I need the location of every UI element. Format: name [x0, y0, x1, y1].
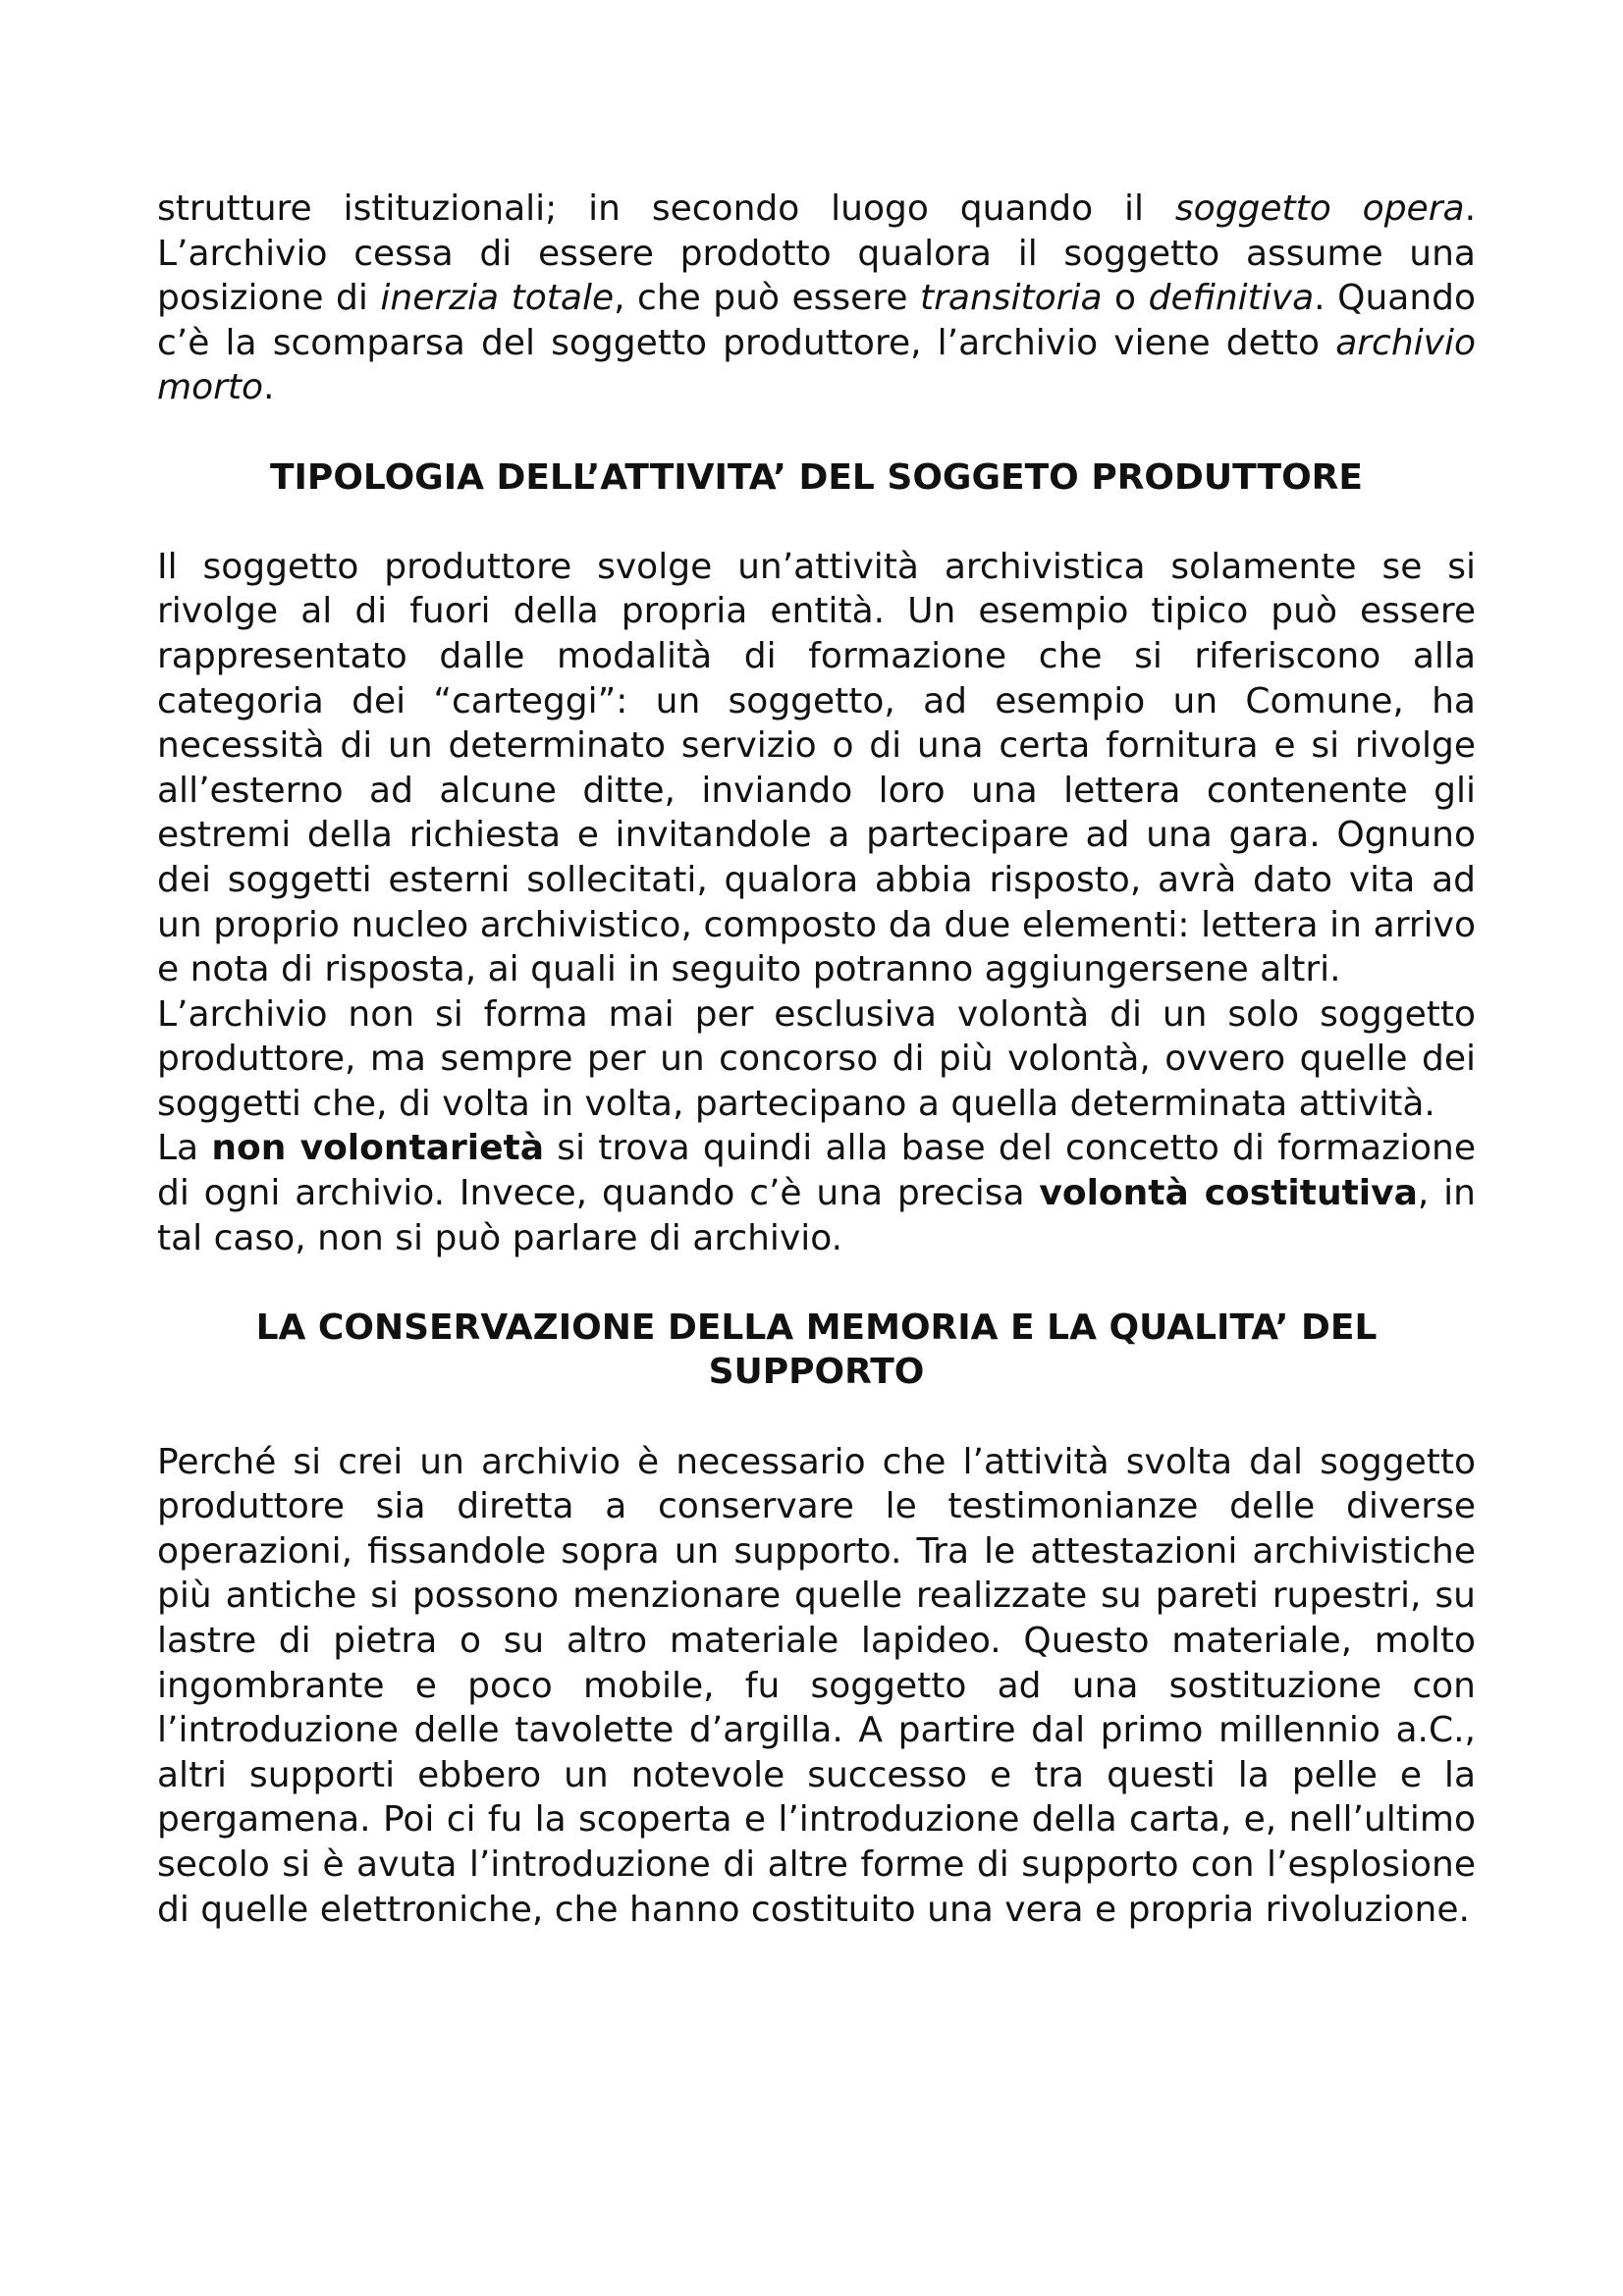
text-span: . Quando c’è la scomparsa del soggetto produttore, l’archivio viene detto: [157, 278, 1477, 363]
text-span: .: [263, 367, 275, 408]
bold-term: volontà costitutiva: [1039, 1173, 1418, 1214]
heading-line: SUPPORTO: [708, 1352, 925, 1393]
intro-paragraph: [157, 187, 1476, 410]
section2-paragraph-1: Perché si crei un archivio è necessario che l’attività svolta dal soggetto produttore sia diretta a conservare le testimonianze delle diverse operazioni, fissandole sopra un supporto. Tra le attestazioni archivistiche più antiche si possono menzionare quelle realizzate su pareti rupestri, su lastre di pietra o su altro materiale lapideo. Questo materiale, molto ingombrante e poco mobile, fu soggetto ad una sostituzione con l’introduzione delle tavolette d’argilla. A partire dal primo millennio a.C., altri supporti ebbero un notevole successo e tra questi la pelle e la pergamena. Poi ci fu la scoperta e l’introduzione della carta, e, nell’ultimo secolo si è avuta l’introduzione di altre forme di supporto con l’esplosione di quelle elettroniche, che hanno costituito una vera e propria rivoluzione.: [157, 1441, 1476, 1930]
italic-term: soggetto opera: [1174, 188, 1465, 229]
section1-paragraph-2: L’archivio non si forma mai per esclusiva volontà di un solo soggetto produttore, ma sempre per un concorso di più volontà, ovvero quelle dei soggetti che, di volta in volta, partecipano a quella determinata attività.: [157, 993, 1476, 1124]
heading-line: LA CONSERVAZIONE DELLA MEMORIA E LA QUALITA’ DEL: [255, 1307, 1378, 1348]
italic-term: definitiva: [1148, 278, 1315, 319]
italic-term: inerzia totale: [380, 278, 615, 319]
italic-term: archivio morto: [157, 322, 1476, 408]
text-span: si trova quindi alla base del concetto di formazione di ogni archivio. Invece, quando c’è una precisa: [157, 1128, 1477, 1214]
text-span: strutture istituzionali; in secondo luogo quando il: [157, 188, 1175, 229]
italic-term: transitoria: [919, 278, 1103, 319]
section-heading-conservazione: [157, 1306, 1476, 1395]
document-page: [157, 187, 1476, 1932]
text-span: La: [157, 1128, 212, 1169]
section-heading-tipologia: TIPOLOGIA DELL’ATTIVITA’ DEL SOGGETO PRODUTTORE: [269, 456, 1363, 498]
text-span: , in tal caso, non si può parlare di archivio.: [157, 1173, 1476, 1258]
text-span: , che può essere: [614, 278, 920, 319]
section1-paragraph-1: Il soggetto produttore svolge un’attività archivistica solamente se si rivolge al di fuori della propria entità. Un esempio tipico può essere rappresentato dalle modalità di formazione che si riferiscono alla categoria dei “carteggi”: un soggetto, ad esempio un Comune, ha necessità di un determinato servizio o di una certa fornitura e si rivolge all’esterno ad alcune ditte, inviando loro una lettera contenente gli estremi della richiesta e invitandole a partecipare ad una gara. Ognuno dei soggetti esterni sollecitati, qualora abbia risposto, avrà dato vita ad un proprio nucleo archivistico, composto da due elementi: lettera in arrivo e nota di risposta, ai quali in seguito potranno aggiungersene altri.: [157, 546, 1476, 990]
bold-term: non volontarietà: [211, 1128, 545, 1169]
text-span: . L’archivio cessa di essere prodotto qualora il soggetto assume una posizione di: [157, 188, 1477, 319]
text-span: o: [1102, 278, 1149, 319]
section1-paragraph-3: [157, 1126, 1476, 1260]
